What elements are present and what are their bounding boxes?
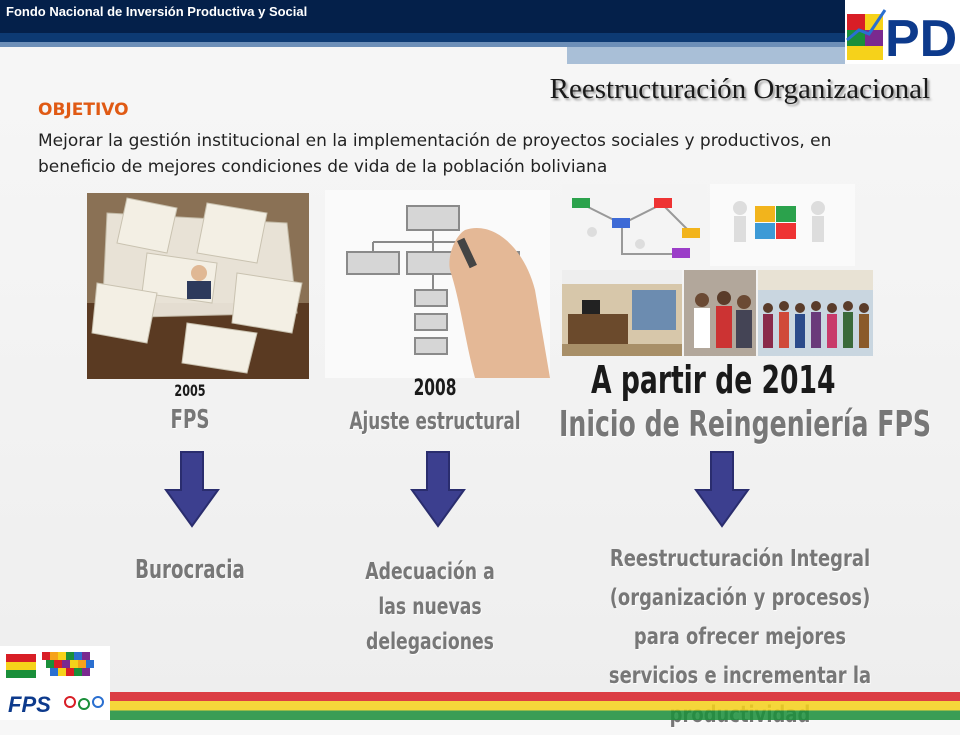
stage-2-label: Ajuste estructural — [349, 407, 521, 435]
stage-2-result: Adecuación a las nuevas delegaciones — [365, 559, 495, 655]
community-photo — [758, 270, 873, 356]
pd-logo — [845, 0, 960, 64]
stage-1-label: FPS — [170, 405, 210, 435]
header-bar — [0, 0, 845, 33]
down-arrow-icon — [694, 450, 750, 528]
objective-heading: OBJETIVO — [38, 100, 129, 120]
stage-2-year: 2008 — [413, 376, 457, 401]
header-stripe — [0, 33, 845, 42]
stage-1-year: 2005 — [174, 381, 206, 400]
fps-logo-text: FPS — [8, 692, 51, 717]
bureaucracy-photo — [87, 193, 309, 379]
pd-logo-graphic — [845, 0, 960, 64]
objective-text: Mejorar la gestión institucional en la implementación de proyectos sociales y productivos, en beneficio de mejores condiciones de vida de la población boliviana — [38, 131, 832, 177]
footer-flag-strip — [110, 692, 960, 720]
stage-3-result: Reestructuración Integral (organización y procesos) para ofrecer mejores servicios e incrementar la — [608, 546, 872, 689]
down-arrow-icon — [410, 450, 466, 528]
people-photo — [684, 270, 756, 356]
down-arrow-icon — [164, 450, 220, 528]
office-photo — [562, 270, 682, 356]
header-stripe — [567, 47, 845, 64]
fps-logo — [0, 646, 110, 720]
org-chart-photo — [325, 190, 550, 378]
org-name: Fondo Nacional de Inversión Productiva y Social — [6, 4, 308, 19]
stage-3-year: A partir de 2014 — [591, 358, 836, 402]
network-figures-image — [562, 184, 707, 266]
logo-text: PD — [885, 10, 958, 64]
puzzle-figures-image — [710, 184, 855, 266]
stage-3-label: Inicio de Reingeniería FPS — [559, 404, 932, 445]
stage-1-result: Burocracia — [135, 555, 245, 585]
page-title: Reestructuración Organizacional — [549, 73, 930, 105]
